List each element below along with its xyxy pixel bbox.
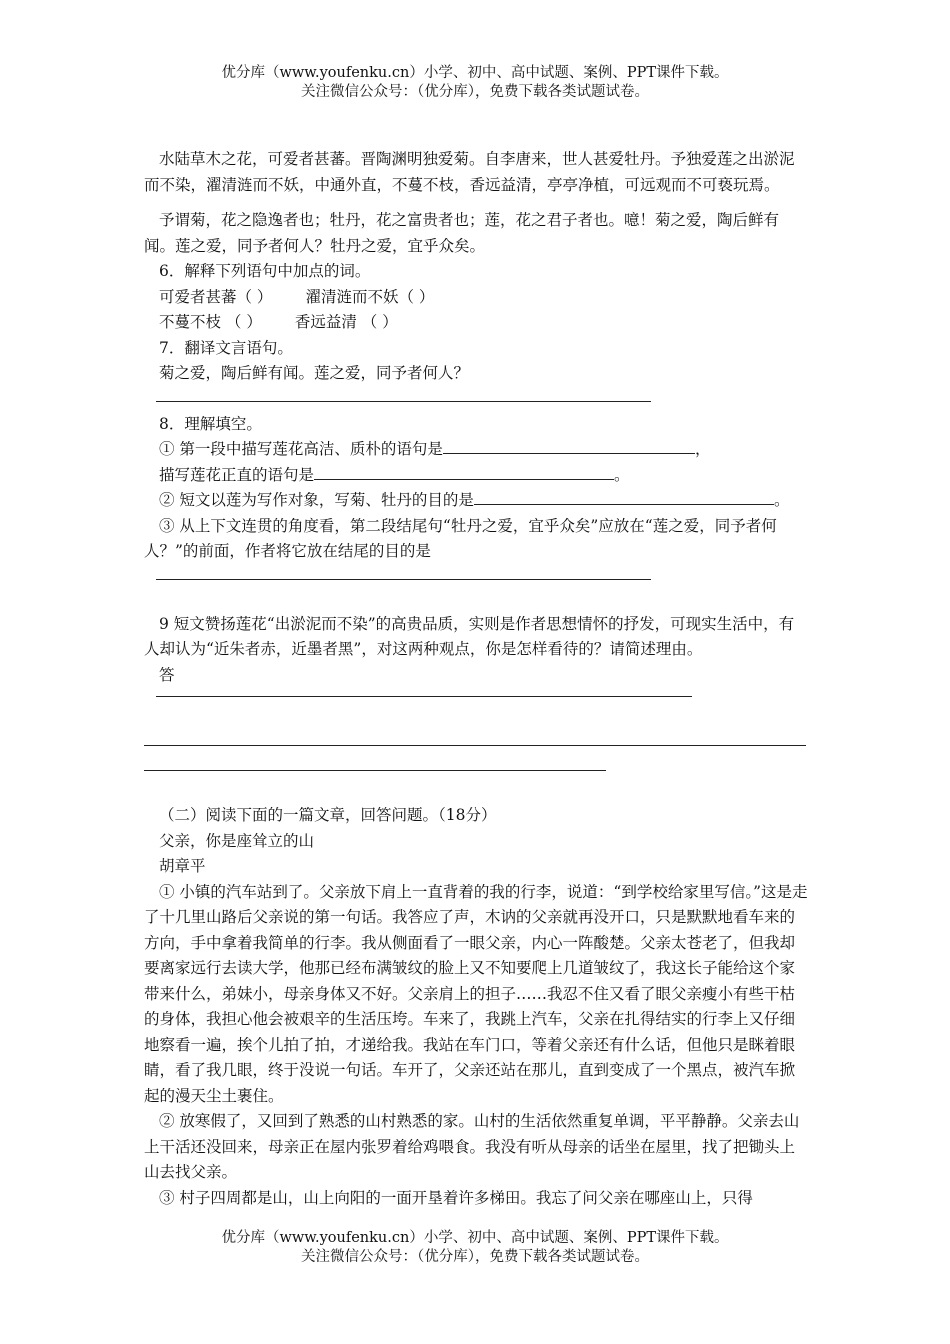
passage-paragraph-1: 水陆草木之花，可爱者甚蕃。晋陶渊明独爱菊。自李唐来，世人甚爱牡丹。予独爱莲之出淤泥而不染，濯清涟而不妖，中通外直，不蔓不枝，香远益清，亭亭净植，可远观而不可亵玩焉。 [144,150,795,194]
question-7-stem: 7．翻译文言语句。 [159,338,293,357]
question-6-item-1: 可爱者甚蕃（ ） [159,287,273,306]
question-6-row-2 [144,310,809,336]
section-2-title: （二）阅读下面的一篇文章，回答问题。（18分） [159,806,497,824]
question-6-row-1 [144,285,809,311]
question-7-sentence: 菊之爱，陶后鲜有闻。莲之爱，同予者何人？ [159,364,470,382]
question-9-answer-line-3[interactable] [144,746,606,771]
question-8-sentence-1b [144,463,809,489]
page-header [0,64,950,102]
question-8-s1a-end: ， [694,440,711,458]
question-8-s1b-text: 描写莲花正直的语句是 [159,465,315,484]
passage-paragraph-2: 予谓菊，花之隐逸者也；牡丹，花之富贵者也；莲，花之君子者也。噫！菊之爱，陶后鲜有闻。莲之爱，同予者何人？牡丹之爱，宜乎众矣。 [144,211,780,255]
article-paragraph-1: ① 小镇的汽车站到了。父亲放下肩上一直背着的我的行李，说道：“到学校给家里写信。”这是走了十几里山路后父亲说的第一句话。我答应了声，木讷的父亲就再没开口，只是默默地看车来的方向，手中拿着我简单的行李。我从侧面看了一眼父亲，内心一阵酸楚。父亲太苍老了，但我却要离家远行去读大学，他那已经布满皱纹的脸上又不知要爬上几道皱纹了，我这长子能给这个家带来什么，弟妹小，母亲身体又不好。父亲肩上的担子……我忍不住又看了眼父亲瘦小有些干枯的身体，我担心他会被艰辛的生活压垮。车来了，我跳上汽车，父亲在扎得结实的行李上又仔细地察看一遍，挨个儿拍了拍，才递给我。我站在车门口，等着父亲还有什么话，但他只是眯着眼睛，看了我几眼，终于没说一句话。车开了，父亲还站在那儿，直到变成了一个黑点，被汽车掀起的漫天尘土裹住。 [144,882,808,1105]
question-9-stem: 9 短文赞扬莲花“出淤泥而不染”的高贵品质，实则是作者思想情怀的抒发，可现实生活中，有人却认为“近朱者赤，近墨者黑”，对这两种观点，你是怎样看待的？请简述理由。 [144,614,795,658]
question-8-sentence-3: ③ 从上下文连贯的角度看，第二段结尾句“牡丹之爱，宜乎众矣”应放在“莲之爱，同予者何人？”的前面，作者将它放在结尾的目的是 [144,516,777,560]
question-8-s2-text: ② 短文以莲为写作对象，写菊、牡丹的目的是 [159,491,474,509]
question-8-blank-3[interactable] [474,488,774,505]
footer-line-1: 优分库（www.youfenku.cn）小学、初中、高中试题、案例、PPT课件下载。 [221,1230,729,1246]
question-9-answer-line-1[interactable] [156,688,692,697]
question-6-item-2: 濯清涟而不妖（ ） [305,287,435,306]
article-title: 父亲，你是座耸立的山 [159,831,315,850]
question-8-blank-2[interactable] [314,463,614,480]
question-9-answer-label: 答 [159,665,175,684]
document-body [144,147,809,1211]
question-8-s2-end: 。 [773,491,790,509]
question-8-answer-line[interactable] [156,565,651,580]
question-8-sentence-2 [144,488,809,514]
question-8-stem: 8．理解填空。 [159,414,262,433]
question-6-item-3: 不蔓不枝 （ ） [159,313,262,331]
question-6-item-4: 香远益清 （ ） [294,313,398,331]
article-author: 胡章平 [159,857,206,875]
footer-line-2: 关注微信公众号：（优分库），免费下载各类试题试卷。 [301,1249,649,1265]
question-9-answer-line-2[interactable] [144,697,806,746]
question-8-s1b-end: 。 [614,465,630,484]
page-footer [0,1229,950,1267]
question-6-stem: 6．解释下列语句中加点的词。 [159,262,371,280]
question-8-s1a-text: ① 第一段中描写莲花高洁、质朴的语句是 [159,440,443,458]
header-line-2: 关注微信公众号：（优分库），免费下载各类试题试卷。 [301,84,649,100]
question-7-answer-line[interactable] [156,387,651,402]
article-paragraph-2: ② 放寒假了，又回到了熟悉的山村熟悉的家。山村的生活依然重复单调，平平静静。父亲去山上干活还没回来，母亲正在屋内张罗着给鸡喂食。我没有听从母亲的话坐在屋里，找了把锄头上山去找父亲。 [144,1112,800,1181]
question-8-blank-1[interactable] [443,437,695,454]
question-8-sentence-1a [144,437,809,463]
header-line-1: 优分库（www.youfenku.cn）小学、初中、高中试题、案例、PPT课件下载。 [221,65,729,81]
article-paragraph-3: ③ 村子四周都是山，山上向阳的一面开垦着许多梯田。我忘了问父亲在哪座山上，只得 [159,1188,753,1207]
